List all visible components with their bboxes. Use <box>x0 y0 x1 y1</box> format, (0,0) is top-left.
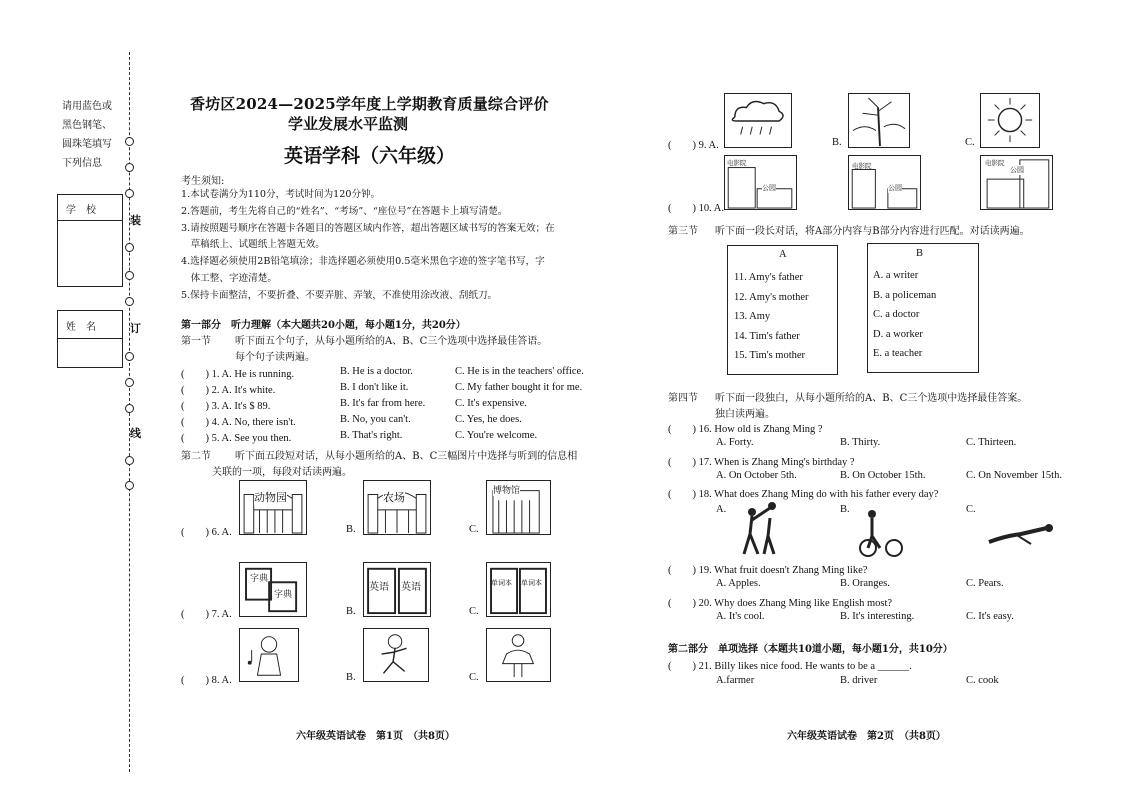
notice-item: 体工整、字迹清楚。 <box>181 272 277 284</box>
basketball-picture <box>738 500 782 556</box>
part2-heading: 第二部分 单项选择（本题共10道小题，每小题1分，共10分） <box>668 644 953 655</box>
q17-option-b: B. On October 15th. <box>840 470 926 481</box>
q21-option-a: A.farmer <box>716 675 755 686</box>
q18-text[interactable]: ( ) 18. What does Zhang Ming do with his father every day? <box>668 489 939 500</box>
q6-label[interactable]: ( ) 6. A. <box>181 527 232 538</box>
dict-label: 字典 <box>274 587 292 600</box>
instruction-line: 黑色钢笔、 <box>62 120 112 131</box>
col-b-head: B <box>916 248 924 259</box>
q18-option-c: C. <box>966 504 976 515</box>
binding-mark: 订 <box>130 322 141 335</box>
binding-mark: 装 <box>130 214 141 227</box>
q20-option-a: A. It's cool. <box>716 611 765 622</box>
instruction-line: 圆珠笔填写 <box>62 139 112 150</box>
notebook-label: 单词本 <box>491 579 512 587</box>
cinema-sign: 电影院 <box>985 159 1005 167</box>
sunny-picture <box>980 93 1040 148</box>
col-b-item: A. a writer <box>873 270 919 281</box>
col-a-item: 13. Amy <box>734 311 771 323</box>
q16-text[interactable]: ( ) 16. How old is Zhang Ming ? <box>668 424 823 435</box>
notice-list <box>181 187 555 305</box>
footer-right: 六年级英语试卷 第2页 （共8页） <box>787 731 946 742</box>
option-b: B. That's right. <box>340 430 403 441</box>
q17-option-a: A. On October 5th. <box>716 470 797 481</box>
name-box[interactable] <box>57 310 123 368</box>
col-a-item: 15. Tim's mother <box>734 350 806 362</box>
option-b: B. No, you can't. <box>340 414 411 425</box>
col-b-item: C. a doctor <box>873 309 920 321</box>
sec2-text: 听下面五段短对话，从每小题所给的A、B、C三幅图片中选择与听到的信息相 <box>235 451 578 462</box>
col-b-item: E. a teacher <box>873 348 923 360</box>
option-c: C. It's expensive. <box>455 398 527 409</box>
q19-option-b: B. Oranges. <box>840 578 890 589</box>
sec2-text2: 关联的一项，每段对话读两遍。 <box>212 467 352 478</box>
exam-subject: 英语学科（六年级） <box>284 145 456 167</box>
windy-picture <box>848 93 910 148</box>
binding-hole <box>125 456 134 465</box>
school-box[interactable] <box>57 194 123 287</box>
option-c: C. You're welcome. <box>455 430 538 441</box>
option-b-label: B. <box>346 672 356 683</box>
col-a-list <box>734 268 809 366</box>
english-label: 英语 <box>401 582 421 593</box>
col-b-list <box>873 266 936 364</box>
cinema-sign: 电影院 <box>852 162 872 170</box>
sec4-label: 第四节 <box>668 393 698 404</box>
park-sign: 公园 <box>1010 166 1024 174</box>
question-num[interactable]: ( ) 5. A. See you then. <box>181 433 292 444</box>
english-label: 英语 <box>369 582 389 593</box>
sec1-text: 听下面五个句子，从每小题所给的A、B、C三个选项中选择最佳答语。 <box>235 336 548 347</box>
binding-hole <box>125 297 134 306</box>
q18-option-a: A. <box>716 504 727 515</box>
q8-label[interactable]: ( ) 8. A. <box>181 675 232 686</box>
farm-sign: 农场 <box>383 491 405 504</box>
park-sign: 公园 <box>762 184 776 192</box>
name-label: 姓 名 <box>58 311 122 339</box>
cycling-picture <box>856 508 908 558</box>
notice-item: 3.请按照题号顺序在答题卡各题目的答题区域内作答，超出答题区域书写的答案无效；在 <box>181 222 555 234</box>
option-c-label: C. <box>469 672 479 683</box>
notice-item: 草稿纸上、试题纸上答题无效。 <box>181 239 325 251</box>
option-b: B. It's far from here. <box>340 398 426 409</box>
q17-text[interactable]: ( ) 17. When is Zhang Ming's birthday ? <box>668 457 855 468</box>
q16-option-a: A. Forty. <box>716 437 754 448</box>
q10-label[interactable]: ( ) 10. A. <box>668 203 724 214</box>
option-c-label: C. <box>965 137 975 148</box>
q20-text[interactable]: ( ) 20. Why does Zhang Ming like English most? <box>668 598 893 609</box>
running-girl-picture <box>363 628 429 682</box>
sec2-label: 第二节 <box>181 451 211 462</box>
sec4-text2: 独白读两遍。 <box>715 409 775 420</box>
part1-heading: 第一部分 听力理解（本大题共20小题，每小题1分，共20分） <box>181 320 466 331</box>
option-c-label: C. <box>469 524 479 535</box>
notice-heading: 考生须知: <box>181 176 225 187</box>
exam-subtitle: 学业发展水平监测 <box>288 115 409 133</box>
question-num[interactable]: ( ) 3. A. It's $ 89. <box>181 401 271 412</box>
option-c: C. Yes, he does. <box>455 414 522 425</box>
binding-hole <box>125 189 134 198</box>
q7-label[interactable]: ( ) 7. A. <box>181 609 232 620</box>
option-b: B. He is a doctor. <box>340 366 413 377</box>
dancing-girl-picture <box>486 628 551 682</box>
q21-text[interactable]: ( ) 21. Billy likes nice food. He wants to be a ______. <box>668 661 912 672</box>
col-b-item: B. a policeman <box>873 289 937 301</box>
col-b-item: D. a worker <box>873 328 923 340</box>
binding-hole <box>125 271 134 280</box>
sec4-text: 听下面一段独白，从每小题所给的A、B、C三个选项中选择最佳答案。 <box>715 393 1028 404</box>
museum-sign: 博物馆 <box>493 483 520 496</box>
footer-left: 六年级英语试卷 第1页 （共8页） <box>296 731 455 742</box>
exam-title: 香坊区2024—2025学年度上学期教育质量综合评价 <box>190 95 549 113</box>
notebook-label: 单词本 <box>521 579 542 587</box>
question-num[interactable]: ( ) 2. A. It's white. <box>181 385 276 396</box>
rain-picture <box>724 93 792 148</box>
cinema-sign: 电影院 <box>727 159 747 167</box>
q18-option-b: B. <box>840 504 850 515</box>
q19-option-a: A. Apples. <box>716 578 761 589</box>
col-a-item: 11. Amy's father <box>734 272 803 283</box>
option-b-label: B. <box>346 524 356 535</box>
margin-instructions <box>62 97 112 173</box>
q16-option-b: B. Thirty. <box>840 437 881 448</box>
swimming-picture <box>985 520 1058 548</box>
zoo-sign: 动物园 <box>254 491 287 504</box>
q21-option-b: B. driver <box>840 675 878 686</box>
option-b: B. I don't like it. <box>340 382 409 393</box>
singing-girl-picture <box>239 628 299 682</box>
sec3-label: 第三节 <box>668 226 698 237</box>
instruction-line: 请用蓝色或 <box>62 101 112 112</box>
notice-item: 1.本试卷满分为110分，考试时间为120分钟。 <box>181 189 381 200</box>
notice-item: 5.保持卡面整洁，不要折叠、不要弄脏、弄皱，不准使用涂改液、刮纸刀。 <box>181 289 498 301</box>
binding-hole <box>125 137 134 146</box>
binding-hole <box>125 352 134 361</box>
sec1-label: 第一节 <box>181 336 211 347</box>
col-a-item: 14. Tim's father <box>734 330 800 342</box>
notice-item: 4.选择题必须使用2B铅笔填涂；非选择题必须使用0.5毫米黑色字迹的签字笔书写，字 <box>181 256 545 268</box>
binding-hole <box>125 378 134 387</box>
school-label: 学 校 <box>58 195 122 221</box>
col-a-head: A <box>779 249 787 260</box>
q21-option-c: C. cook <box>966 675 999 686</box>
q17-option-c: C. On November 15th. <box>966 470 1062 481</box>
option-c: C. My father bought it for me. <box>455 382 583 393</box>
q20-option-b: B. It's interesting. <box>840 611 915 622</box>
notice-item: 2.答题前，考生先将自己的“姓名”、“考场”、“座位号”在答题卡上填写清楚。 <box>181 205 508 217</box>
binding-mark: 线 <box>130 427 141 440</box>
q9-label[interactable]: ( ) 9. A. <box>668 140 719 151</box>
park-sign: 公园 <box>888 184 902 192</box>
notebooks-picture <box>486 562 551 617</box>
question-num[interactable]: ( ) 4. A. No, there isn't. <box>181 417 296 428</box>
q16-option-c: C. Thirteen. <box>966 437 1017 448</box>
q20-option-c: C. It's easy. <box>966 611 1014 622</box>
option-b-label: B. <box>832 137 842 148</box>
binding-hole <box>125 243 134 252</box>
col-a-item: 12. Amy's mother <box>734 291 809 303</box>
option-b-label: B. <box>346 606 356 617</box>
binding-hole <box>125 481 134 490</box>
option-c-label: C. <box>469 606 479 617</box>
binding-hole <box>125 163 134 172</box>
sec1-text2: 每个句子读两遍。 <box>235 352 315 363</box>
binding-hole <box>125 404 134 413</box>
option-c: C. He is in the teachers' office. <box>455 366 584 377</box>
sec3-text: 听下面一段长对话，将A部分内容与B部分内容进行匹配。对话读两遍。 <box>715 226 1030 237</box>
q19-text[interactable]: ( ) 19. What fruit doesn't Zhang Ming like? <box>668 565 868 576</box>
dict-label: 字典 <box>250 571 268 584</box>
instruction-line: 下列信息 <box>62 158 102 169</box>
question-num[interactable]: ( ) 1. A. He is running. <box>181 369 295 380</box>
q19-option-c: C. Pears. <box>966 578 1004 589</box>
